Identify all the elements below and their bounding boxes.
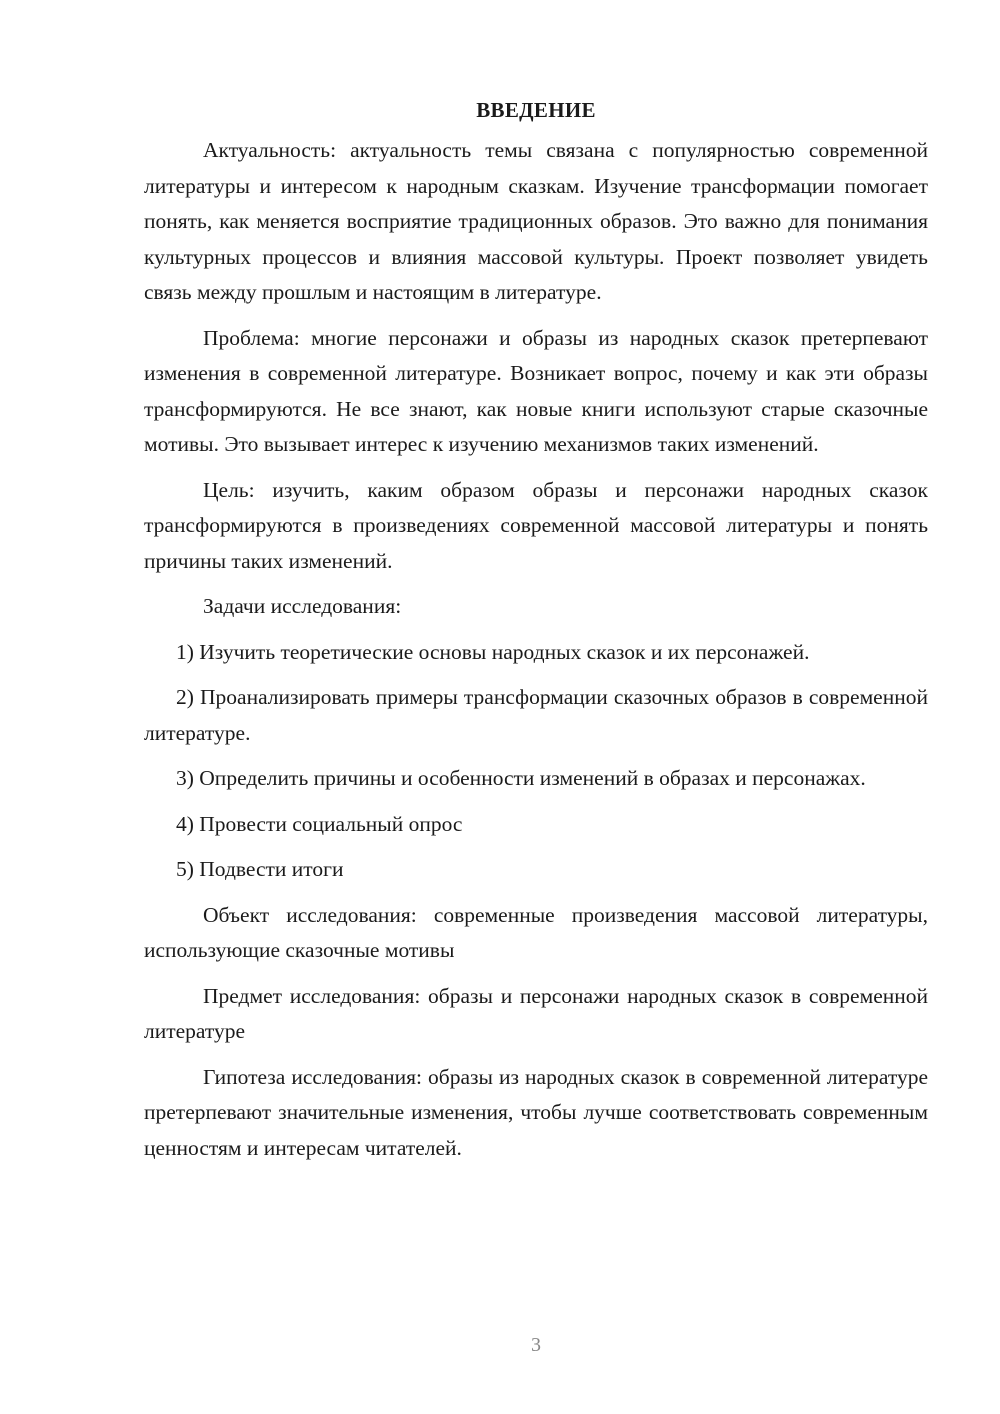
problem-paragraph: Проблема: многие персонажи и образы из народных сказок претерпевают изменения в современной литературе. Возникает вопрос, почему и как эти образы трансформируются. Не все знают, как новые книги используют старые сказочные мотивы. Это вызывает интерес к изучению механизмов таких изменений. <box>144 325 928 456</box>
task-item: 2) Проанализировать примеры трансформации сказочных образов в современной литературе. <box>144 685 928 745</box>
task-item: 3) Определить причины и особенности изменений в образах и персонажах. <box>176 766 866 790</box>
page-title: ВВЕДЕНИЕ <box>476 98 596 122</box>
relevance-paragraph: Актуальность: актуальность темы связана с популярностью современной литературы и интересом к народным сказкам. Изучение трансформации помогает понять, как меняется восприятие традиционных образов. Это важно для понимания культурных процессов и влияния массовой культуры. Проект позволяет увидеть связь между прошлым и настоящим в литературе. <box>144 138 928 304</box>
page-content <box>144 96 928 1176</box>
task-item: 4) Провести социальный опрос <box>176 811 463 836</box>
subject-paragraph: Предмет исследования: образы и персонажи народных сказок в современной литературе <box>144 983 928 1043</box>
goal-paragraph: Цель: изучить, каким образом образы и персонажи народных сказок трансформируются в произведениях современной массовой литературы и понять причины таких изменений. <box>144 477 928 573</box>
object-paragraph: Объект исследования: современные произведения массовой литературы, использующие сказочные мотивы <box>144 902 928 962</box>
task-item: 5) Подвести итоги <box>176 857 344 881</box>
tasks-heading: Задачи исследования: <box>203 594 402 618</box>
hypothesis-paragraph: Гипотеза исследования: образы из народных сказок в современной литературе претерпевают значительные изменения, чтобы лучше соответствовать современным ценностям и интересам читателей. <box>144 1064 928 1160</box>
page-number: 3 <box>531 1334 541 1356</box>
task-item: 1) Изучить теоретические основы народных сказок и их персонажей. <box>176 639 810 664</box>
